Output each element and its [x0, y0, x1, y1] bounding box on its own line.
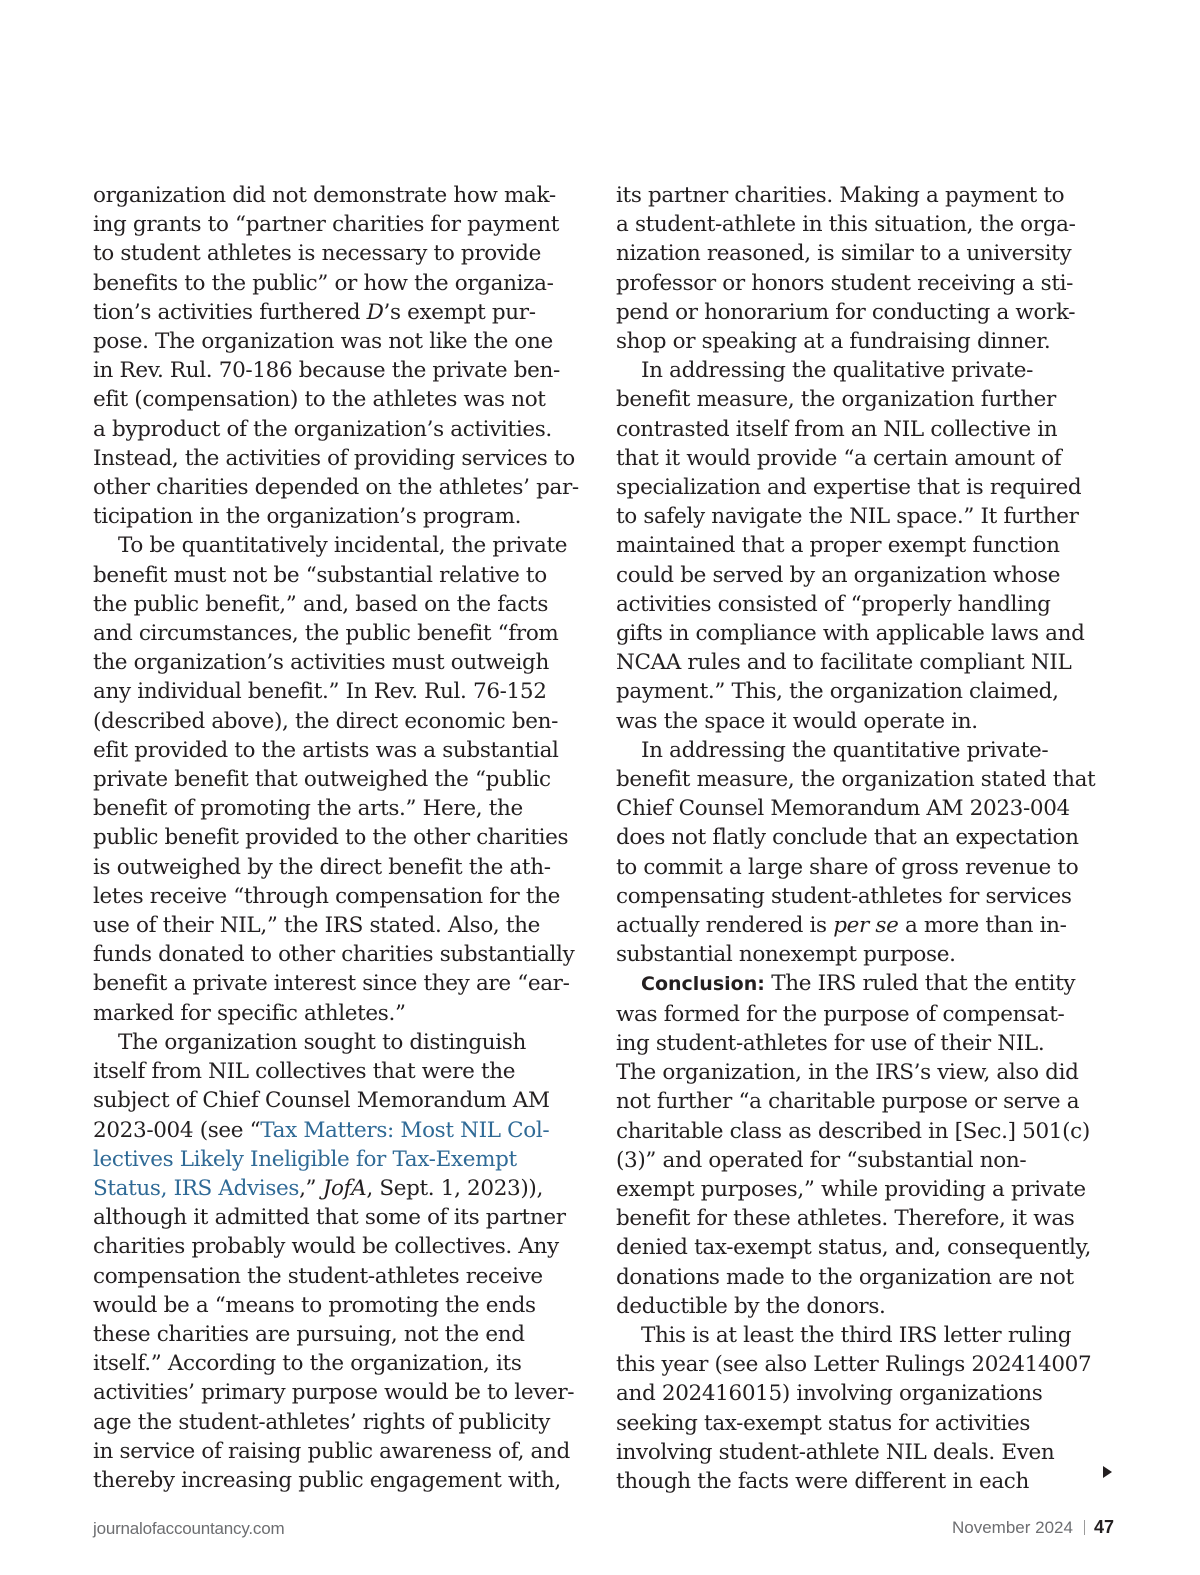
text-line: benefit measure, the organization stated that: [616, 767, 1096, 793]
text-line: professor or honors student receiving a sti-: [616, 270, 1074, 296]
article-link[interactable]: lectives Likely Ineligible for Tax-Exempt: [93, 1146, 517, 1172]
text-line: charitable class as described in [Sec.] 501(c): [616, 1118, 1090, 1144]
text-line: [616, 969, 1111, 999]
text-line: private benefit that outweighed the “public: [93, 767, 551, 793]
text-line: age the student-athletes’ rights of publicity: [93, 1409, 550, 1435]
text-line: denied tax-exempt status, and, consequently,: [616, 1235, 1091, 1261]
text-line: shop or speaking at a fundraising dinner.: [616, 329, 1051, 355]
text-line: would be a “means to promoting the ends: [93, 1292, 536, 1318]
text-line: donations made to the organization are not: [616, 1264, 1074, 1290]
page-number: 47: [1093, 1517, 1114, 1537]
text-line: involving student-athlete NIL deals. Even: [616, 1439, 1055, 1465]
italic-text: D: [366, 299, 384, 325]
text-line: the organization’s activities must outweigh: [93, 650, 549, 676]
text-line: in Rev. Rul. 70-186 because the private ben-: [93, 358, 560, 384]
text-segment: a more than in-: [898, 913, 1067, 939]
text-line: benefits to the public” or how the organiza-: [93, 270, 554, 296]
text-line: [93, 1145, 593, 1174]
text-line: could be served by an organization whose: [616, 562, 1061, 588]
text-line: benefit measure, the organization further: [616, 387, 1056, 413]
text-line: these charities are pursuing, not the end: [93, 1321, 525, 1347]
article-link[interactable]: Tax Matters: Most NIL Col-: [260, 1117, 550, 1143]
article-link[interactable]: Status, IRS Advises: [93, 1175, 300, 1201]
text-line: itself from NIL collectives that were the: [93, 1059, 516, 1085]
text-line: other charities depended on the athletes’ par-: [93, 475, 579, 501]
text-line: seeking tax-exempt status for activities: [616, 1410, 1031, 1436]
text-line: gifts in compliance with applicable laws and: [616, 621, 1085, 647]
footer-divider: [1084, 1520, 1085, 1535]
text-line: letes receive “through compensation for the: [93, 883, 561, 909]
italic-text: JofA: [322, 1175, 367, 1201]
text-line: [93, 1174, 593, 1203]
text-line: pend or honorarium for conducting a work-: [616, 299, 1076, 325]
text-line: any individual benefit.” In Rev. Rul. 76-152: [93, 679, 547, 705]
text-line: ing student-athletes for use of their NIL.: [616, 1030, 1045, 1056]
text-line: compensation the student-athletes receive: [93, 1263, 543, 1289]
text-line: benefit a private interest since they are “ear-: [93, 971, 570, 997]
text-line: organization did not demonstrate how mak-: [93, 183, 556, 208]
text-segment: The IRS ruled that the entity: [764, 971, 1076, 997]
text-line: that it would provide “a certain amount of: [616, 445, 1062, 471]
text-segment: , Sept. 1, 2023)),: [366, 1175, 543, 1201]
text-line: [616, 911, 1111, 940]
text-line: to commit a large share of gross revenue to: [616, 854, 1079, 880]
text-line: ing grants to “partner charities for payment: [93, 212, 560, 238]
text-line: the public benefit,” and, based on the facts: [93, 591, 549, 617]
text-line: to safely navigate the NIL space.” It further: [616, 504, 1079, 530]
text-line: To be quantitatively incidental, the private: [118, 533, 568, 559]
text-line: Instead, the activities of providing services to: [93, 445, 575, 471]
text-line: thereby increasing public engagement with,: [93, 1467, 561, 1493]
text-segment: 2023-004 (see “: [93, 1117, 261, 1143]
text-line: deductible by the donors.: [616, 1293, 886, 1319]
text-line: public benefit provided to the other charities: [93, 825, 569, 851]
text-line: activities’ primary purpose would be to lever-: [93, 1380, 575, 1406]
text-line: Chief Counsel Memorandum AM 2023-004: [616, 796, 1070, 822]
text-line: payment.” This, the organization claimed,: [616, 679, 1059, 705]
text-line: not further “a charitable purpose or serve a: [616, 1089, 1080, 1115]
text-line: and 202416015) involving organizations: [616, 1381, 1043, 1407]
text-line: was the space it would operate in.: [616, 708, 978, 734]
text-line: specialization and expertise that is required: [616, 475, 1082, 501]
text-line: NCAA rules and to facilitate compliant NIL: [616, 650, 1072, 676]
text-line: to student athletes is necessary to provide: [93, 241, 541, 267]
issue-date: November 2024: [952, 1518, 1073, 1537]
text-line: itself.” According to the organization, its: [93, 1351, 522, 1377]
text-line: in service of raising public awareness of, and: [93, 1438, 570, 1464]
text-line: benefit must not be “substantial relative to: [93, 562, 547, 588]
text-line: though the facts were different in each: [616, 1468, 1029, 1494]
text-line: is outweighed by the direct benefit the ath-: [93, 854, 551, 880]
text-line: pose. The organization was not like the one: [93, 329, 553, 355]
italic-text: per se: [833, 913, 899, 939]
text-line: compensating student-athletes for services: [616, 883, 1072, 909]
text-line: maintained that a proper exempt function: [616, 533, 1060, 559]
text-line: The organization, in the IRS’s view, also did: [616, 1060, 1079, 1086]
text-line: exempt purposes,” while providing a private: [616, 1176, 1086, 1202]
text-segment: ’s exempt pur-: [383, 299, 536, 325]
text-line: The organization sought to distinguish: [118, 1029, 526, 1055]
right-column: [616, 181, 1111, 1496]
text-line: a byproduct of the organization’s activities.: [93, 416, 552, 442]
text-line: efit provided to the artists was a substantial: [93, 737, 559, 763]
text-line: [93, 298, 593, 327]
text-line: charities probably would be collectives. Any: [93, 1234, 559, 1260]
text-line: marked for specific athletes.”: [93, 1000, 406, 1026]
text-line: contrasted itself from an NIL collective in: [616, 416, 1058, 442]
text-line: use of their NIL,” the IRS stated. Also, the: [93, 913, 541, 939]
left-column: [93, 181, 593, 1495]
text-segment: ,”: [299, 1175, 323, 1201]
footer-website[interactable]: journalofaccountancy.com: [93, 1519, 285, 1538]
text-line: funds donated to other charities substantially: [93, 942, 575, 968]
text-line: benefit of promoting the arts.” Here, the: [93, 796, 523, 822]
text-line: benefit for these athletes. Therefore, it was: [616, 1206, 1075, 1232]
text-line: This is at least the third IRS letter ruling: [641, 1322, 1072, 1348]
text-line: this year (see also Letter Rulings 202414007: [616, 1352, 1092, 1378]
footer-issue-info: [952, 1517, 1114, 1538]
text-line: [93, 1116, 593, 1145]
continue-arrow-icon: [1103, 1466, 1112, 1478]
text-line: a student-athlete in this situation, the orga-: [616, 212, 1076, 238]
text-line: its partner charities. Making a payment to: [616, 183, 1065, 208]
text-line: (described above), the direct economic ben-: [93, 708, 559, 734]
text-line: does not flatly conclude that an expectation: [616, 825, 1079, 851]
conclusion-heading: Conclusion:: [641, 973, 765, 996]
text-segment: actually rendered is: [616, 913, 834, 939]
text-line: was formed for the purpose of compensat-: [616, 1001, 1065, 1027]
text-line: ticipation in the organization’s program.: [93, 504, 522, 530]
text-line: efit (compensation) to the athletes was not: [93, 387, 546, 413]
text-line: In addressing the qualitative private-: [641, 358, 1034, 384]
text-line: In addressing the quantitative private-: [641, 737, 1049, 763]
text-line: substantial nonexempt purpose.: [616, 942, 956, 968]
text-line: (3)” and operated for “substantial non-: [616, 1147, 1027, 1173]
text-line: nization reasoned, is similar to a university: [616, 241, 1072, 267]
text-segment: tion’s activities furthered: [93, 299, 367, 325]
text-line: although it admitted that some of its partner: [93, 1205, 566, 1231]
text-line: subject of Chief Counsel Memorandum AM: [93, 1088, 550, 1114]
text-line: and circumstances, the public benefit “from: [93, 621, 559, 647]
text-line: activities consisted of “properly handling: [616, 591, 1051, 617]
